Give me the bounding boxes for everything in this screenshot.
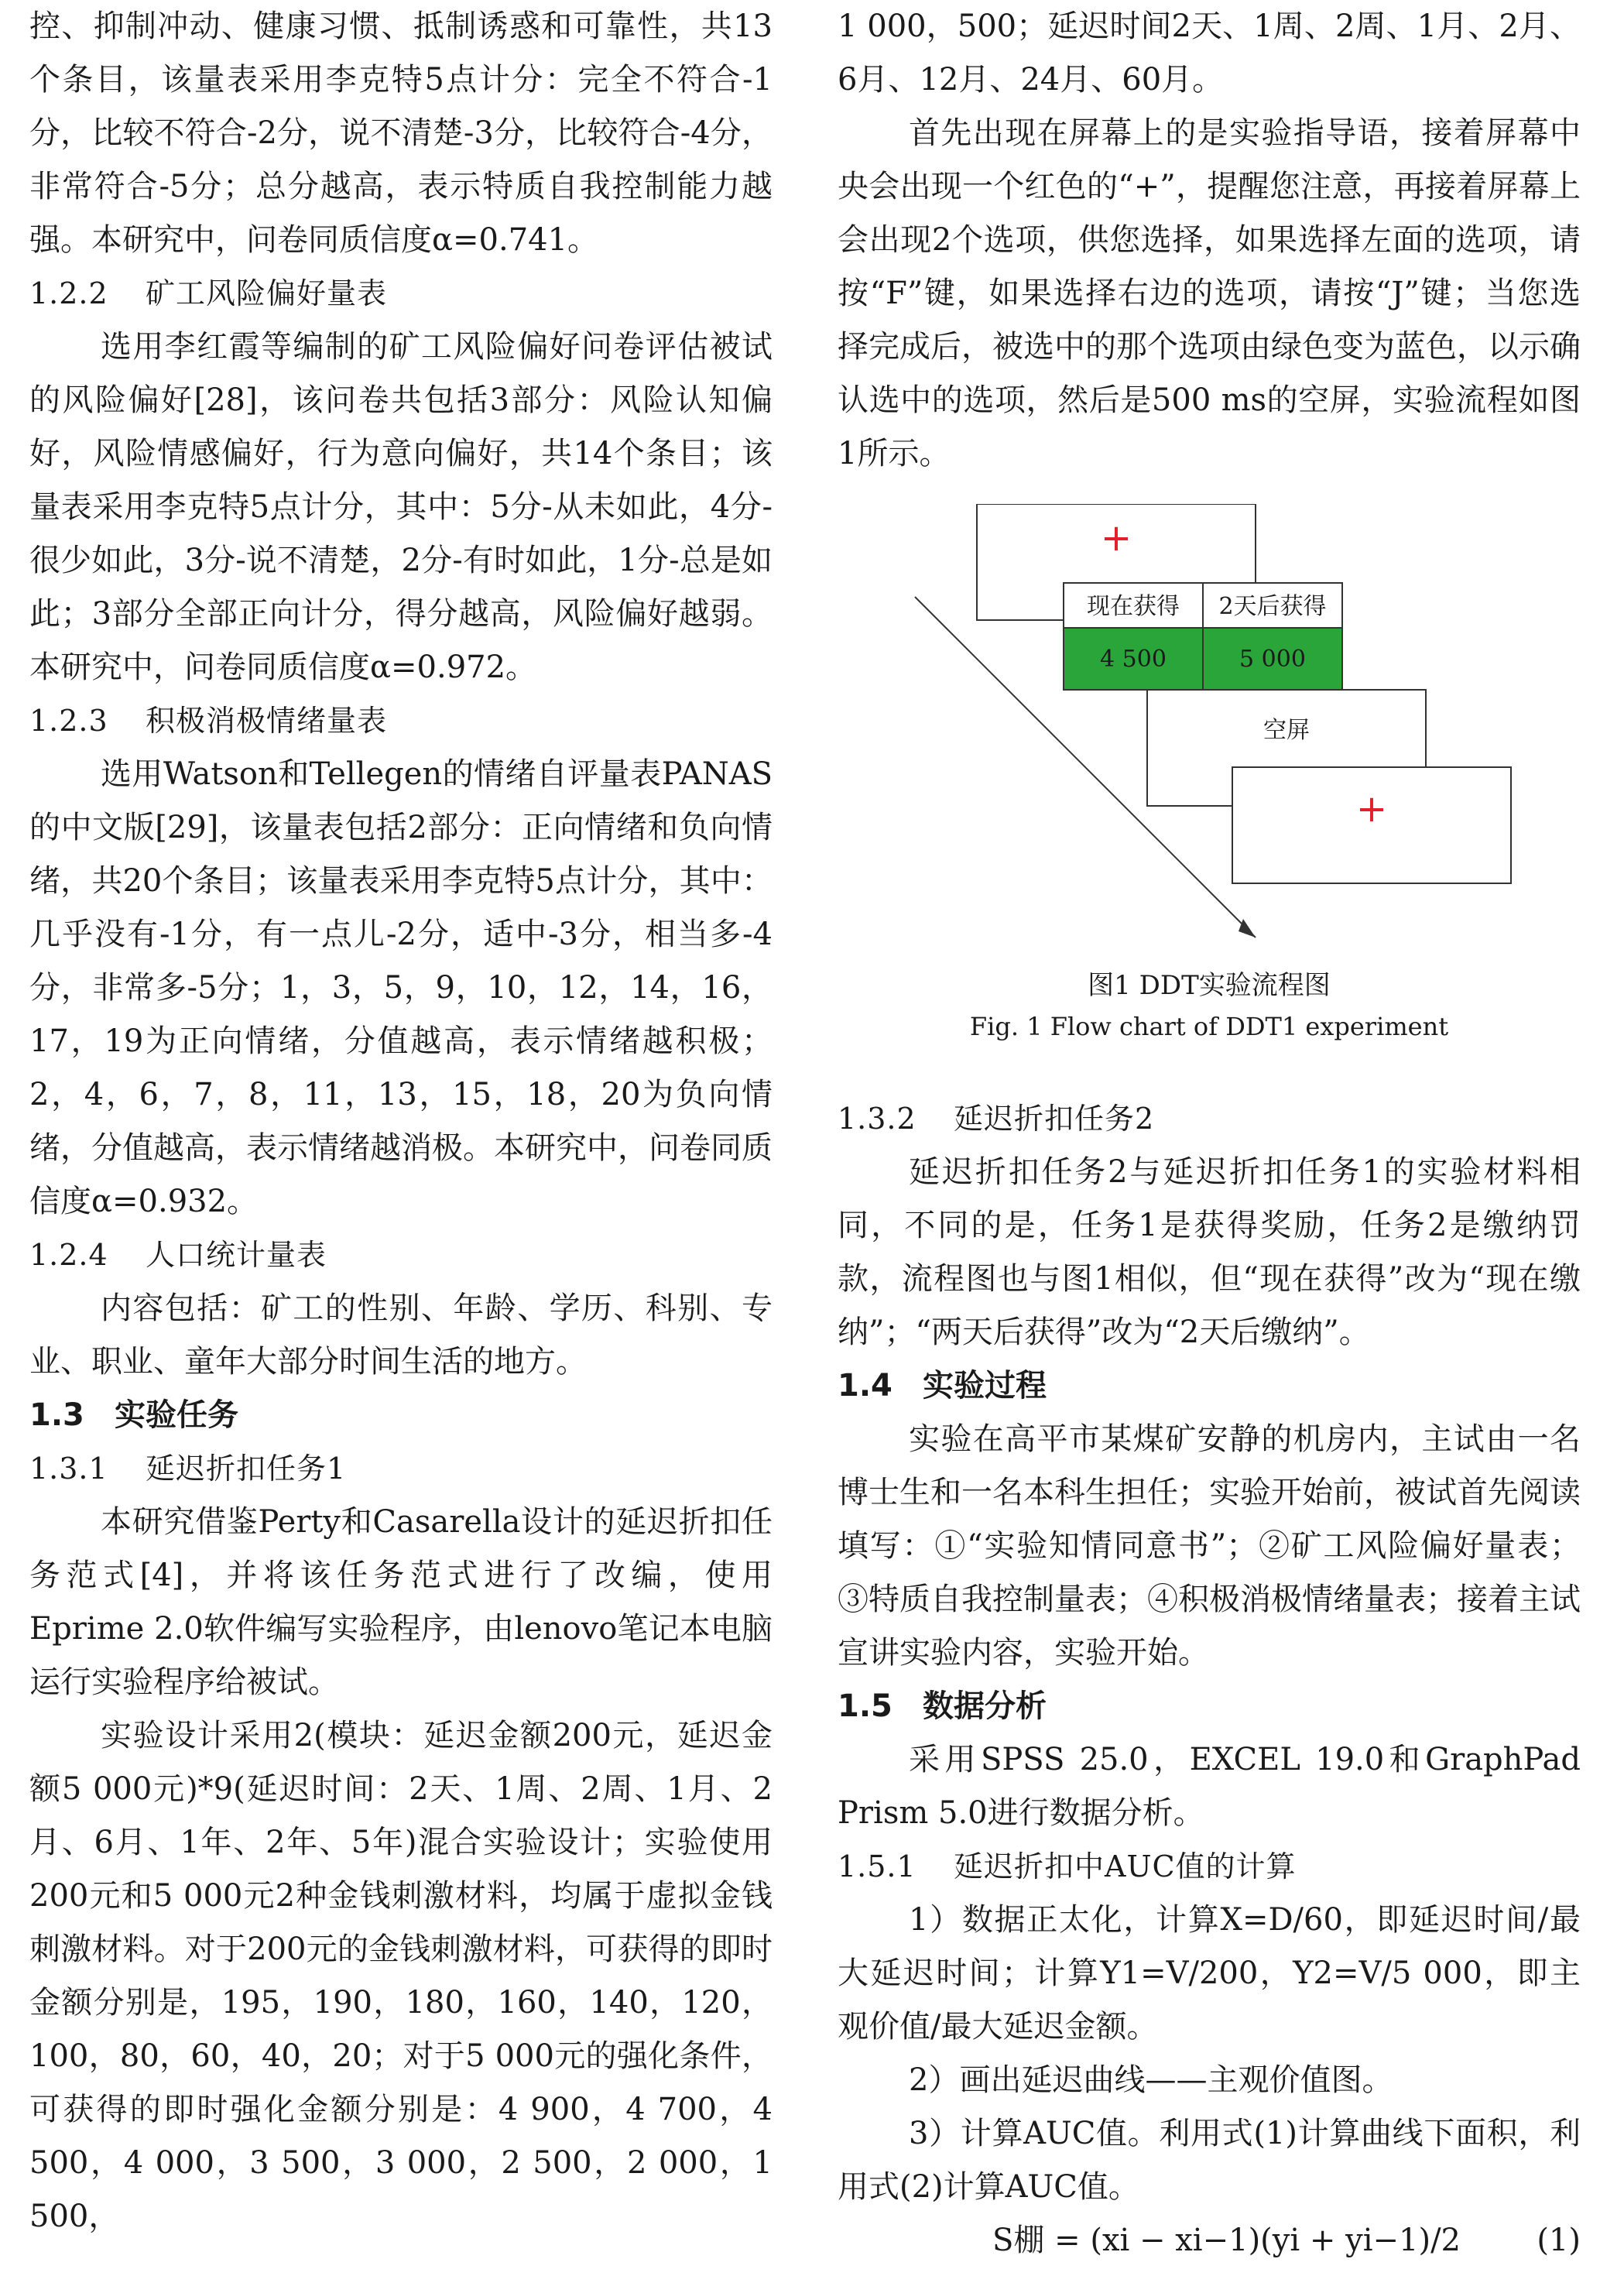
heading-number: 1.3 bbox=[29, 1397, 84, 1433]
paragraph-step3: 3）计算AUC值。利用式(1)计算曲线下面积，利用式(2)计算AUC值。 bbox=[838, 2116, 1581, 2205]
flow-arrow-head bbox=[1239, 919, 1256, 937]
paragraph-process: 实验在高平市某煤矿安静的机房内，主试由一名博士生和一名本科生担任；实验开始前，被试首先阅读填写：①“实验知情同意书”；②矿工风险偏好量表；③特质自我控制量表；④积极消极情绪量表；接着主试宣讲实验内容，实验开始。 bbox=[838, 1421, 1581, 1671]
heading-title: 矿工风险偏好量表 bbox=[146, 276, 388, 310]
heading-1-3 bbox=[29, 1389, 773, 1442]
heading-title: 实验任务 bbox=[115, 1397, 238, 1433]
heading-title: 实验过程 bbox=[923, 1368, 1047, 1404]
heading-title: 人口统计量表 bbox=[146, 1238, 327, 1272]
fixation-cross-2: + bbox=[1355, 787, 1388, 831]
option-right-label: 2天后获得 bbox=[1218, 593, 1327, 620]
paragraph-panas: 选用Watson和Tellegen的情绪自评量表PANAS的中文版[29]，该量表包括2部分：正向情绪和负向情绪，共20个条目；该量表采用李克特5点计分，其中：几乎没有-1分，有一点儿-2分，适中-3分，相当多-4分，非常多-5分；1，3，5，9，10，12，14，16，17，19为正向情绪，分值越高，表示情绪越积极；2，4，6，7，8，11，13，15，18，20为负向情绪，分值越高，表示情绪越消极。本研究中，问卷同质信度α=0.932。 bbox=[29, 756, 773, 1219]
paragraph-task1-design: 实验设计采用2(模块：延迟金额200元，延迟金额5 000元)*9(延迟时间：2天、1周、2周、1月、2月、6月、1年、2年、5年)混合实验设计；实验使用200元和5 000元2种金钱刺激材料，均属于虚拟金钱刺激材料。对于200元的金钱刺激材料，可获得的即时金额分别是，195，190，180，160，140，120，100，80，60，40，20；对于5 000元的强化条件，可获得的即时强化金额分别是：4 900，4 700，4 500，4 000，3 500，3 000，2 500，2 000，1 500， bbox=[29, 1718, 773, 2234]
heading-number: 1.2.2 bbox=[29, 276, 108, 310]
paragraph-step2: 2）画出延迟曲线——主观价值图。 bbox=[909, 2062, 1393, 2098]
paragraph-amounts-cont: 1 000，500；延迟时间2天、1周、2周、1月、2月、6月、12月、24月、60月。 bbox=[838, 9, 1581, 98]
heading-number: 1.5 bbox=[838, 1688, 893, 1724]
heading-1-4 bbox=[838, 1359, 1581, 1413]
left-column bbox=[29, 0, 773, 2243]
heading-1-3-1 bbox=[29, 1442, 773, 1496]
option-left-label: 现在获得 bbox=[1087, 593, 1180, 620]
heading-title: 延迟折扣任务1 bbox=[146, 1452, 347, 1486]
heading-1-5 bbox=[838, 1680, 1581, 1733]
paragraph-task1-intro: 本研究借鉴Perty和Casarella设计的延迟折扣任务范式[4]，并将该任务范式进行了改编，使用Eprime 2.0软件编写实验程序，由lenovo笔记本电脑运行实验程序给被试。 bbox=[29, 1504, 773, 1700]
figure-1-ddt-flowchart bbox=[838, 504, 1581, 1092]
paragraph-risk-preference: 选用李红霞等编制的矿工风险偏好问卷评估被试的风险偏好[28]，该问卷共包括3部分：风险认知偏好，风险情感偏好，行为意向偏好，共14个条目；该量表采用李克特5点计分，其中：5分-从未如此，4分-很少如此，3分-说不清楚，2分-有时如此，1分-总是如此；3部分全部正向计分，得分越高，风险偏好越弱。本研究中，问卷同质信度α=0.972。 bbox=[29, 329, 773, 685]
heading-title: 数据分析 bbox=[923, 1688, 1047, 1724]
formula-1 bbox=[838, 2214, 1581, 2267]
flowchart-svg bbox=[838, 504, 1581, 1092]
formula-number: (1) bbox=[1537, 2223, 1581, 2258]
blank-screen-label: 空屏 bbox=[1263, 717, 1310, 744]
heading-title: 延迟折扣任务2 bbox=[954, 1102, 1155, 1136]
heading-number: 1.2.4 bbox=[29, 1238, 108, 1272]
paragraph-task2: 延迟折扣任务2与延迟折扣任务1的实验材料相同，不同的是，任务1是获得奖励，任务2是缴纳罚款，流程图也与图1相似，但“现在获得”改为“现在缴纳”；“两天后获得”改为“2天后缴纳”。 bbox=[838, 1154, 1581, 1350]
heading-number: 1.3.2 bbox=[838, 1102, 916, 1136]
heading-title: 延迟折扣中AUC值的计算 bbox=[954, 1849, 1297, 1884]
heading-number: 1.5.1 bbox=[838, 1849, 916, 1884]
right-column bbox=[838, 0, 1581, 2267]
figure-caption-en: Fig. 1 Flow chart of DDT1 experiment bbox=[969, 1012, 1449, 1041]
heading-1-2-4 bbox=[29, 1229, 773, 1282]
heading-number: 1.2.3 bbox=[29, 704, 108, 738]
paragraph-procedure: 首先出现在屏幕上的是实验指导语，接着屏幕中央会出现一个红色的“+”，提醒您注意，再接着屏幕上会出现2个选项，供您选择，如果选择左面的选项，请按“F”键，如果选择右边的选项，请按“J”键；当您选择完成后，被选中的那个选项由绿色变为蓝色，以示确认选中的选项，然后是500 ms的空屏，实验流程如图1所示。 bbox=[838, 115, 1581, 471]
figure-caption-cn: 图1 DDT实验流程图 bbox=[1088, 970, 1331, 1001]
formula-expression: S棚 = (xi − xi−1)(yi + yi−1)/2 bbox=[992, 2223, 1461, 2258]
paragraph-step1: 1）数据正太化，计算X=D/60，即延迟时间/最大延迟时间；计算Y1=V/200，Y2=V/5 000，即主观价值/最大延迟金额。 bbox=[838, 1902, 1581, 2045]
option-right-value: 5 000 bbox=[1239, 646, 1306, 673]
heading-1-5-1 bbox=[838, 1840, 1581, 1894]
fixation-cross-1: + bbox=[1100, 516, 1132, 560]
paragraph-self-control-cont: 控、抑制冲动、健康习惯、抵制诱惑和可靠性，共13个条目，该量表采用李克特5点计分：完全不符合-1分，比较不符合-2分，说不清楚-3分，比较符合-4分，非常符合-5分；总分越高，表示特质自我控制能力越强。本研究中，问卷同质信度α=0.741。 bbox=[29, 9, 773, 258]
paragraph-analysis: 采用SPSS 25.0，EXCEL 19.0和GraphPad Prism 5.0进行数据分析。 bbox=[838, 1742, 1581, 1831]
heading-1-2-2 bbox=[29, 267, 773, 320]
heading-title: 积极消极情绪量表 bbox=[146, 704, 388, 738]
heading-number: 1.4 bbox=[838, 1368, 893, 1404]
heading-1-2-3 bbox=[29, 694, 773, 748]
paragraph-demographics: 内容包括：矿工的性别、年龄、学历、科别、专业、职业、童年大部分时间生活的地方。 bbox=[29, 1291, 773, 1380]
option-left-value: 4 500 bbox=[1100, 646, 1167, 673]
heading-number: 1.3.1 bbox=[29, 1452, 108, 1486]
heading-1-3-2 bbox=[838, 1092, 1581, 1146]
